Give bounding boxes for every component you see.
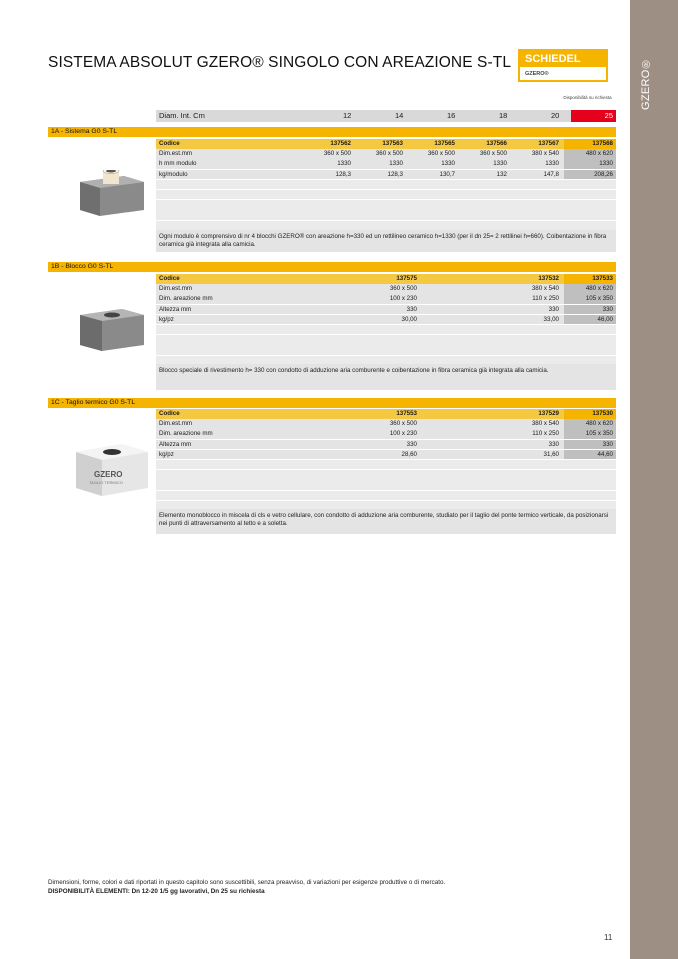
empty-row: [156, 460, 616, 470]
page-title: SISTEMA ABSOLUT GZERO® SINGOLO CON AREAZIONE S-TL: [48, 54, 512, 71]
cell: 137562: [330, 140, 351, 147]
empty-row: [156, 325, 616, 335]
cell: 137575: [396, 275, 417, 282]
cell: 132: [496, 170, 507, 178]
table-row: [156, 159, 616, 169]
empty-row: [156, 335, 616, 345]
table-row: [156, 315, 616, 325]
cell-highlight: 480 x 620: [564, 149, 616, 159]
table-taglio-termico: [156, 409, 616, 511]
section-title: 1A - Sistema G0 S-TL: [48, 127, 616, 137]
cell: 1330: [441, 160, 455, 168]
table-row: [156, 274, 616, 284]
diameter-value: 20: [551, 111, 560, 120]
cell: 28,60: [401, 450, 417, 458]
schiedel-logo: [518, 49, 608, 82]
cell: 360 x 500: [389, 285, 417, 293]
row-label: Altezza mm: [159, 440, 192, 448]
cell: 147,8: [543, 170, 559, 178]
availability-note: Disponibilità su richiesta: [563, 95, 612, 100]
side-band: [630, 0, 678, 959]
empty-row: [156, 200, 616, 210]
cell: 137529: [538, 410, 559, 417]
section-note: Elemento monoblocco in miscela di cls e vetro cellulare, con condotto di adduzione aria comburente, studiato per il taglio del ponte termico verticale, da posizionarsi nei punti di attraversamento al tetto e a soletta.: [156, 509, 616, 534]
row-label: Codice: [159, 140, 180, 147]
empty-row: [156, 480, 616, 490]
table-row: [156, 139, 616, 149]
cell-highlight: 46,00: [564, 315, 616, 325]
section-note: Ogni modulo è comprensivo di nr 4 blocchi GZERO® con areazione h=330 ed un rettilineo ceramico h=1330 (per il dn 25= 2 rettilinei h=660). Coibentazione in fibra ceramica già integrata alla camicia.: [156, 230, 616, 252]
row-label: Dim.est.mm: [159, 420, 192, 428]
empty-row: [156, 210, 616, 220]
row-label: Codice: [159, 275, 180, 282]
cell-highlight: 208,26: [564, 170, 616, 180]
row-label: Dim.est.mm: [159, 150, 192, 158]
cell: 330: [548, 440, 559, 448]
cell: 360 x 500: [323, 150, 351, 158]
empty-row: [156, 190, 616, 200]
product-image-sistema: [76, 170, 148, 218]
footer: [48, 878, 445, 896]
cell: 360 x 500: [479, 150, 507, 158]
cell: 31,60: [543, 450, 559, 458]
empty-row: [156, 345, 616, 355]
cell: 137563: [382, 140, 403, 147]
cell: 110 x 250: [532, 430, 559, 438]
diameter-value: 16: [447, 111, 456, 120]
diameter-value: 14: [395, 111, 404, 120]
cell: 360 x 500: [375, 150, 403, 158]
cell: 1330: [337, 160, 351, 168]
cell: 130,7: [439, 170, 455, 178]
cell-highlight: 137533: [564, 274, 616, 284]
table-row: [156, 170, 616, 180]
table-row: [156, 294, 616, 304]
side-label: GZERO®: [640, 57, 652, 110]
footer-disclaimer: Dimensioni, forme, colori e dati riportati in questo capitolo sono suscettibili, senza preavviso, di variazioni per esigenze produttive o di mercato.: [48, 879, 446, 886]
cell: 137553: [396, 410, 417, 417]
cell: 330: [406, 305, 417, 313]
row-label: Dim. areazione mm: [159, 295, 213, 303]
cell-highlight: 330: [564, 305, 616, 315]
cell-highlight: 137530: [564, 409, 616, 419]
diameter-label: Diam. Int. Cm: [159, 111, 205, 120]
footer-availability: DISPONIBILITÀ ELEMENTI: Dn 12-20 1/5 gg lavorativi, Dn 25 su richiesta: [48, 888, 265, 895]
empty-row: [156, 221, 616, 231]
product-image-blocco: [76, 307, 148, 353]
cell-highlight: 1330: [564, 159, 616, 169]
cell: 137566: [486, 140, 507, 147]
cell: 1330: [493, 160, 507, 168]
row-label: kg/pz: [159, 315, 174, 323]
cell: 137565: [434, 140, 455, 147]
logo-product: GZERO®: [525, 71, 549, 77]
table-row: [156, 305, 616, 315]
cell: 330: [548, 305, 559, 313]
diameter-header: [156, 110, 616, 122]
row-label: Dim.est.mm: [159, 285, 192, 293]
table-row: [156, 149, 616, 159]
table-row: [156, 284, 616, 294]
table-row: [156, 409, 616, 419]
logo-brand: SCHIEDEL: [520, 51, 606, 67]
row-label: Codice: [159, 410, 180, 417]
diameter-value: 18: [499, 111, 508, 120]
table-row: [156, 450, 616, 460]
section-note: Blocco speciale di rivestimento h= 330 con condotto di adduzione aria comburente e coibentazione in fibra ceramica già integrata alla camicia.: [156, 364, 616, 390]
row-label: Dim. areazione mm: [159, 430, 213, 438]
cell: 110 x 250: [532, 295, 559, 303]
cell: 128,3: [387, 170, 403, 178]
svg-text:TAGLIO TERMICO: TAGLIO TERMICO: [89, 480, 123, 485]
empty-row: [156, 470, 616, 480]
row-label: h mm modulo: [159, 160, 197, 168]
cell-highlight: 137568: [564, 139, 616, 149]
cell: 1330: [389, 160, 403, 168]
table-row: [156, 440, 616, 450]
cell: 137567: [538, 140, 559, 147]
cell-highlight: 105 x 350: [564, 294, 616, 304]
empty-row: [156, 180, 616, 190]
cell: 360 x 500: [427, 150, 455, 158]
cell: 100 x 230: [389, 430, 417, 438]
row-label: Altezza mm: [159, 305, 192, 313]
cell: 30,00: [401, 315, 417, 323]
cell: 137532: [538, 275, 559, 282]
table-sistema: [156, 139, 616, 241]
cell: 33,00: [543, 315, 559, 323]
cell-highlight: 105 x 350: [564, 429, 616, 439]
cell: 100 x 230: [389, 295, 417, 303]
section-title: 1B - Blocco G0 S-TL: [48, 262, 616, 272]
svg-text:GZERO: GZERO: [94, 470, 123, 479]
cell: 360 x 500: [389, 420, 417, 428]
table-row: [156, 419, 616, 429]
cell: 1330: [545, 160, 559, 168]
row-label: kg/pz: [159, 450, 174, 458]
cell: 380 x 540: [531, 420, 559, 428]
cell-highlight: 480 x 620: [564, 284, 616, 294]
cell: 380 x 540: [531, 285, 559, 293]
diameter-value: 12: [343, 111, 352, 120]
page-number: 11: [604, 933, 613, 942]
cell-highlight: 44,60: [564, 450, 616, 460]
table-row: [156, 429, 616, 439]
product-image-taglio-termico: [72, 440, 152, 498]
diameter-value-on-request: 25: [571, 110, 616, 122]
cell-highlight: 480 x 620: [564, 419, 616, 429]
row-label: kg/modulo: [159, 170, 188, 178]
cell: 330: [406, 440, 417, 448]
cell: 128,3: [335, 170, 351, 178]
cell: 380 x 540: [531, 150, 559, 158]
empty-row: [156, 491, 616, 501]
section-title: 1C - Taglio termico G0 S-TL: [48, 398, 616, 408]
cell-highlight: 330: [564, 440, 616, 450]
